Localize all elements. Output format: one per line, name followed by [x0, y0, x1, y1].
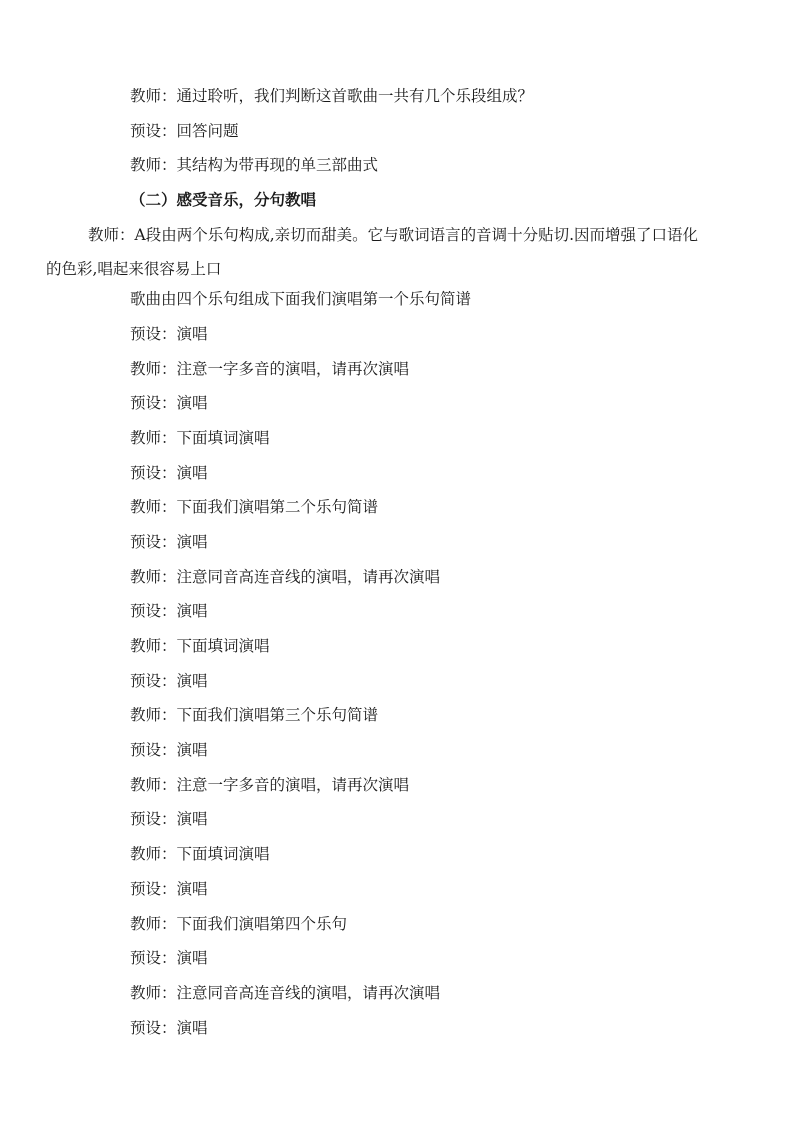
- document-body: [46, 84, 708, 1050]
- preset-line: 预设：演唱: [130, 1018, 208, 1037]
- teacher-line: 教师：注意一字多音的演唱，请再次演唱: [130, 775, 410, 794]
- teacher-line: 教师：下面填词演唱: [130, 637, 270, 656]
- teacher-line: 教师：下面我们演唱第三个乐句简谱: [130, 706, 379, 725]
- preset-line: 预设：演唱: [130, 324, 208, 343]
- preset-line: 预设：演唱: [130, 949, 208, 968]
- section-heading: （二）感受音乐，分句教唱: [130, 191, 317, 210]
- preset-line: 预设：演唱: [130, 671, 208, 690]
- preset-line: 预设：演唱: [130, 394, 208, 413]
- preset-line: 预设：演唱: [130, 463, 208, 482]
- teacher-line: 教师：下面我们演唱第二个乐句简谱: [130, 498, 379, 517]
- teacher-line: 教师：下面填词演唱: [130, 845, 270, 864]
- preset-line: 预设：演唱: [130, 741, 208, 760]
- teacher-line: 教师：注意同音高连音线的演唱，请再次演唱: [130, 983, 441, 1002]
- teacher-paragraph: 教师：A段由两个乐句构成,亲切而甜美。它与歌词语言的音调十分贴切.因而增强了口语化的色彩,唱起来很容易上口: [46, 225, 699, 279]
- preset-line: 预设：演唱: [130, 532, 208, 551]
- preset-line: 预设：回答问题: [130, 121, 239, 140]
- teacher-line: 教师：下面我们演唱第四个乐句: [130, 914, 348, 933]
- preset-line: 预设：演唱: [130, 879, 208, 898]
- teacher-line: 教师：通过聆听，我们判断这首歌曲一共有几个乐段组成？: [130, 87, 534, 105]
- teacher-line: 教师：下面填词演唱: [130, 428, 270, 447]
- teacher-line: 教师：其结构为带再现的单三部曲式: [130, 156, 379, 175]
- preset-line: 预设：演唱: [130, 810, 208, 829]
- preset-line: 预设：演唱: [130, 602, 208, 621]
- teacher-line: 教师：注意一字多音的演唱，请再次演唱: [130, 359, 410, 378]
- text-line: 歌曲由四个乐句组成下面我们演唱第一个乐句简谱: [130, 290, 472, 309]
- teacher-line: 教师：注意同音高连音线的演唱，请再次演唱: [130, 567, 441, 586]
